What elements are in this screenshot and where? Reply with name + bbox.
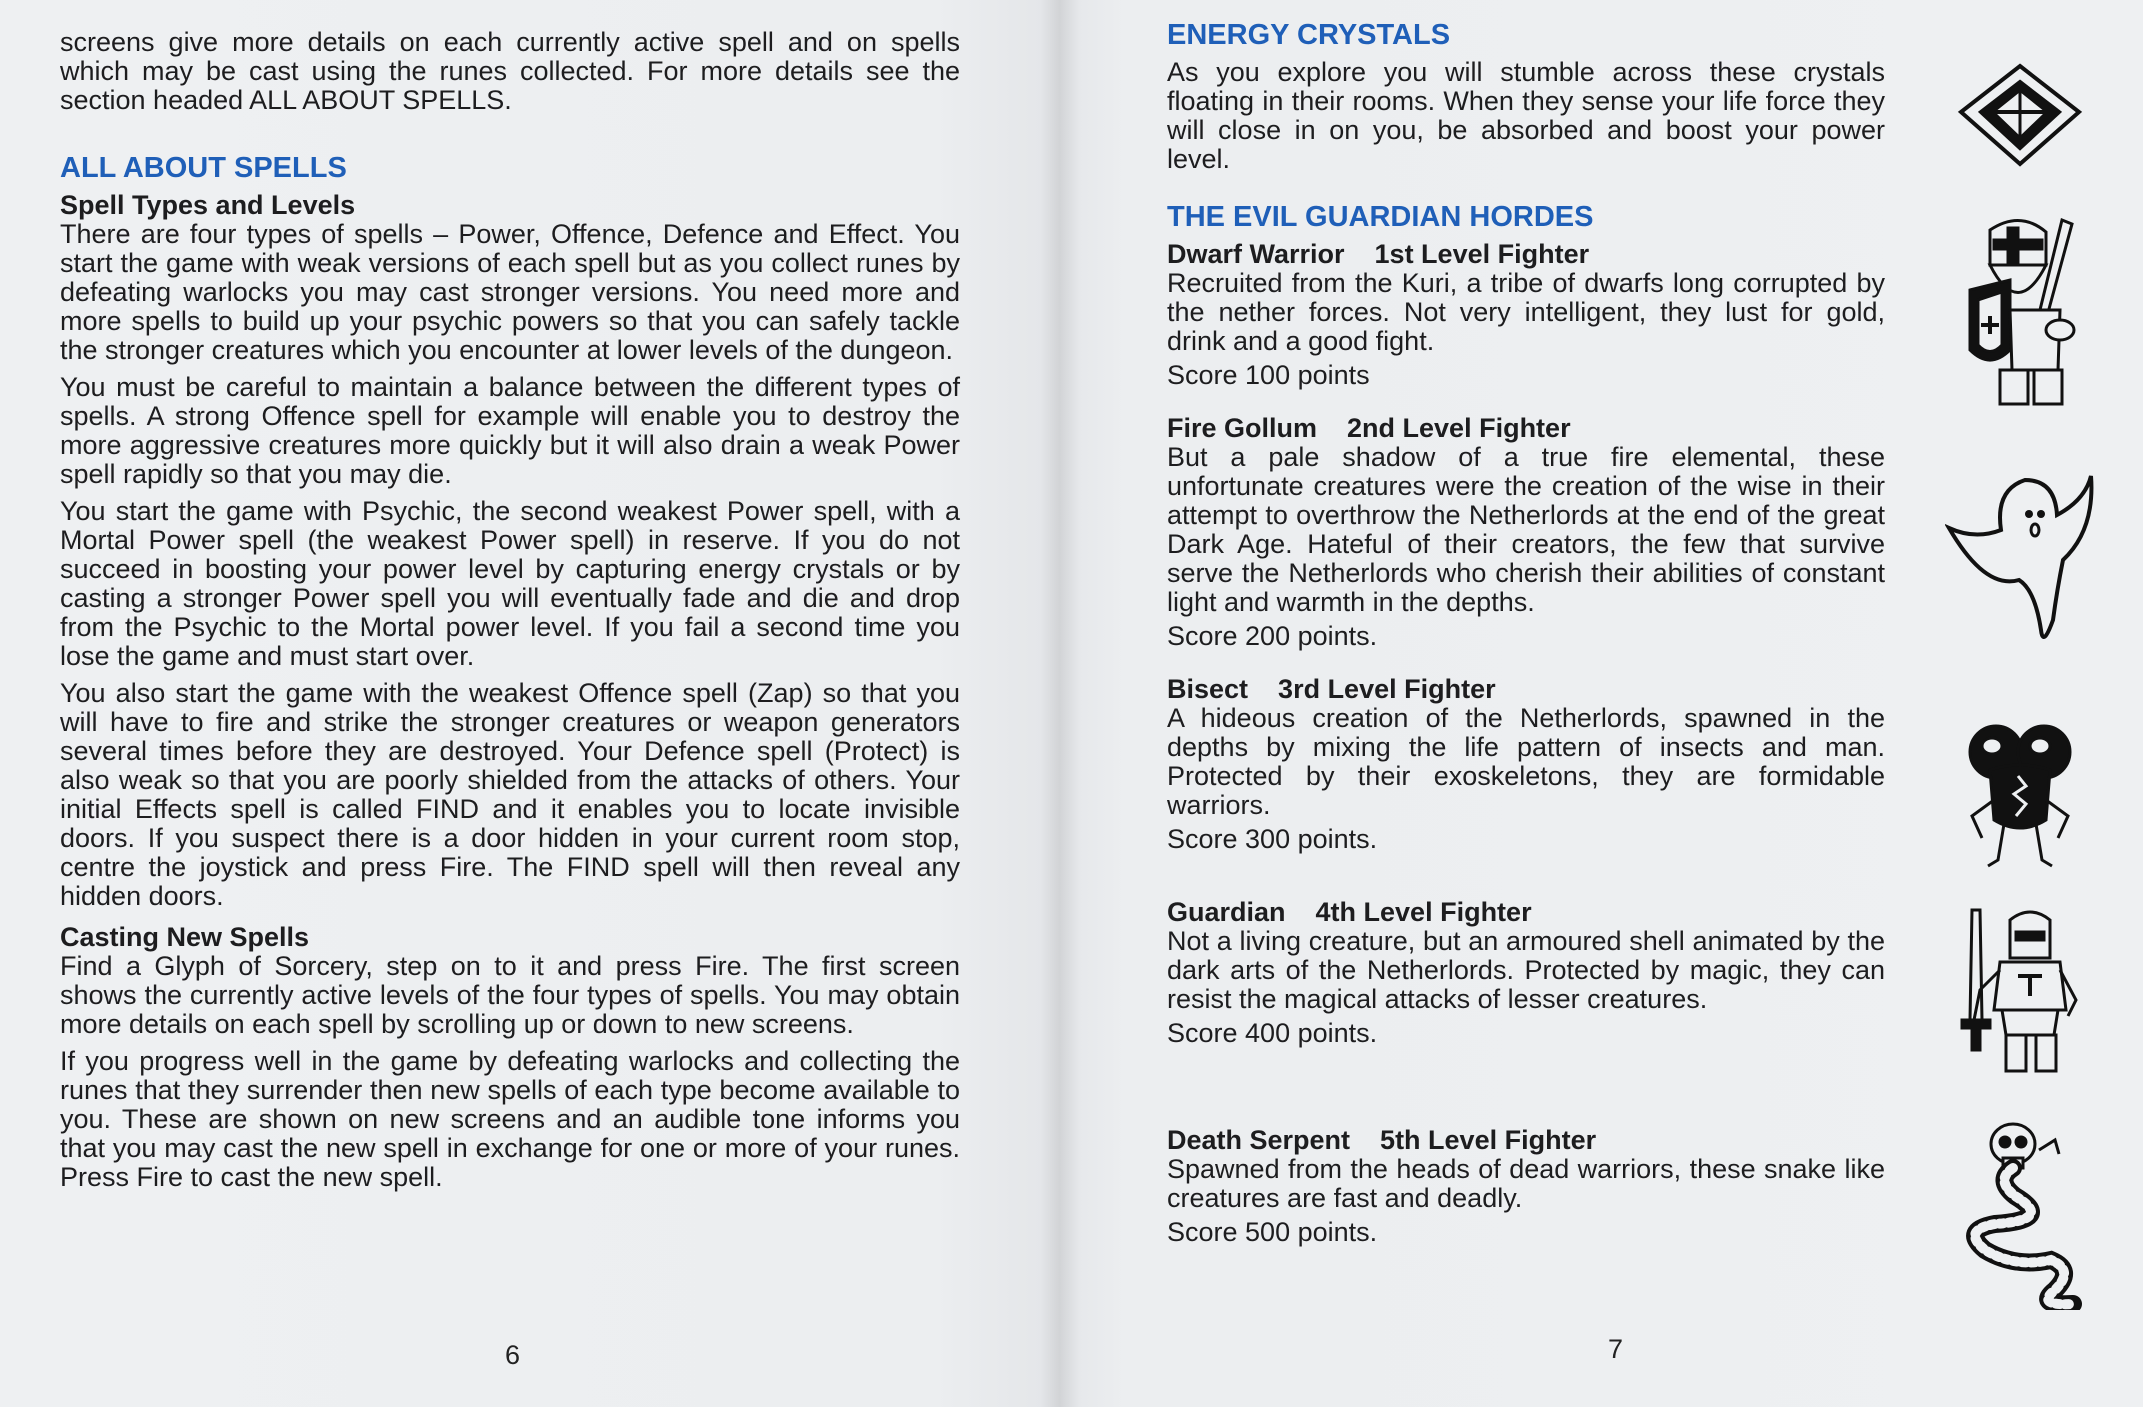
monster-description: A hideous creation of the Netherlords, spawned in the depths by mixing the life pattern of insects and man. Protected by their exoskeletons, they are formidable warriors. xyxy=(1167,703,1885,820)
spell-types-paragraph-2: You must be careful to maintain a balance between the different types of spells. A strong Offence spell for example will enable you to destroy the more aggressive creatures more quickly but it will also drain a weak Power spell rapidly so that you may die. xyxy=(60,372,960,489)
monster-level: 4th Level Fighter xyxy=(1315,897,1532,927)
monster-level: 5th Level Fighter xyxy=(1380,1125,1597,1155)
monster-score: Score 200 points. xyxy=(1167,621,1378,651)
monster-name: Guardian xyxy=(1167,897,1286,927)
monster-entry-death-serpent xyxy=(1167,1126,1885,1247)
monster-entry-guardian xyxy=(1167,898,1885,1048)
page-number-left: 6 xyxy=(505,1340,521,1370)
book-gutter xyxy=(1040,0,1080,1407)
spell-types-subheading: Spell Types and Levels xyxy=(60,190,356,220)
spell-types-paragraph-4: You also start the game with the weakest Offence spell (Zap) so that you will have to fire and strike the stronger creatures or weapon generators several times before they are destroyed. Your Defence spell (Protect) is also weak so that you are poorly shielded from the attacks of others. Your initial Effects spell is called FIND and it enables you to locate invisible doors. If you suspect there is a door hidden in your current room stop, centre the joystick and press Fire. The FIND spell will then reveal any hidden doors. xyxy=(60,678,960,911)
page-number-right: 7 xyxy=(1608,1334,1624,1364)
dwarf-warrior-icon xyxy=(1950,210,2090,410)
monster-name: Fire Gollum xyxy=(1167,413,1318,443)
energy-crystals-paragraph: As you explore you will stumble across these crystals floating in their rooms. When they sense your life force they will close in on you, be absorbed and boost your power level. xyxy=(1167,57,1885,174)
monster-score: Score 400 points. xyxy=(1167,1018,1378,1048)
all-about-spells-heading: ALL ABOUT SPELLS xyxy=(60,152,347,184)
monster-entry-fire-gollum xyxy=(1167,414,1885,651)
casting-paragraph-1: Find a Glyph of Sorcery, step on to it and press Fire. The first screen shows the currently active levels of the four types of spells. You may obtain more details on each spell by scrolling up or down to new screens. xyxy=(60,951,960,1039)
spell-types-paragraph-1: There are four types of spells – Power, Offence, Defence and Effect. You start the game with weak versions of each spell but as you collect runes by defeating warlocks you may cast stronger versions. You need more and more spells to build up your psychic powers so that you can safely tackle the stronger creatures which you encounter at lower levels of the dungeon. xyxy=(60,219,960,365)
guardian-icon xyxy=(1950,900,2090,1080)
monster-score: Score 100 points xyxy=(1167,360,1370,390)
monster-entry-dwarf-warrior xyxy=(1167,240,1885,390)
monster-level: 3rd Level Fighter xyxy=(1278,674,1496,704)
death-serpent-icon xyxy=(1955,1120,2085,1310)
casting-new-spells-subheading: Casting New Spells xyxy=(60,922,310,952)
monster-entry-bisect xyxy=(1167,675,1885,854)
energy-crystal-icon xyxy=(1955,60,2085,170)
monster-score: Score 300 points. xyxy=(1167,824,1378,854)
monster-description: Recruited from the Kuri, a tribe of dwarfs long corrupted by the nether forces. Not very intelligent, they lust for gold, drink and a good fight. xyxy=(1167,268,1885,356)
right-column xyxy=(1167,18,1885,1247)
spell-types-paragraph-3: You start the game with Psychic, the second weakest Power spell, with a Mortal Power spell (the weakest Power spell) in reserve. If you do not succeed in boosting your power level by capturing energy crystals or by casting a stronger Power spell you will eventually fade and die and drop from the Psychic to the Mortal power level. If you fail a second time you lose the game and must start over. xyxy=(60,496,960,671)
monster-description: Not a living creature, but an armoured shell animated by the dark arts of the Netherlords. Protected by magic, they can resist the magical attacks of lesser creatures. xyxy=(1167,926,1885,1014)
monster-description: But a pale shadow of a true fire elemental, these unfortunate creatures were the creation of the wise in their attempt to overthrow the Netherlords at the end of the great Dark Age. Hateful of their creators, the few that survive serve the Netherlords who cherish their abilities of constant light and warmth in the depths. xyxy=(1167,442,1885,617)
monster-name: Death Serpent xyxy=(1167,1125,1351,1155)
casting-paragraph-2: If you progress well in the game by defeating warlocks and collecting the runes that they surrender then new spells of each type become available to you. These are shown on new screens and an audible tone informs you that you may cast the new spell in exchange for one or more of your runes. Press Fire to cast the new spell. xyxy=(60,1046,960,1192)
monster-name: Bisect xyxy=(1167,674,1249,704)
fire-gollum-icon xyxy=(1945,470,2095,650)
bisect-icon xyxy=(1960,720,2080,870)
energy-crystals-heading: ENERGY CRYSTALS xyxy=(1167,19,1451,51)
monster-level: 1st Level Fighter xyxy=(1374,239,1590,269)
left-column xyxy=(60,28,960,1200)
intro-paragraph: screens give more details on each currently active spell and on spells which may be cast using the runes collected. For more details see the section headed ALL ABOUT SPELLS. xyxy=(60,27,960,115)
monster-name: Dwarf Warrior xyxy=(1167,239,1345,269)
guardian-hordes-heading: THE EVIL GUARDIAN HORDES xyxy=(1167,201,1594,233)
monster-score: Score 500 points. xyxy=(1167,1217,1378,1247)
monster-description: Spawned from the heads of dead warriors, these snake like creatures are fast and deadly. xyxy=(1167,1154,1885,1213)
monster-level: 2nd Level Fighter xyxy=(1347,413,1571,443)
